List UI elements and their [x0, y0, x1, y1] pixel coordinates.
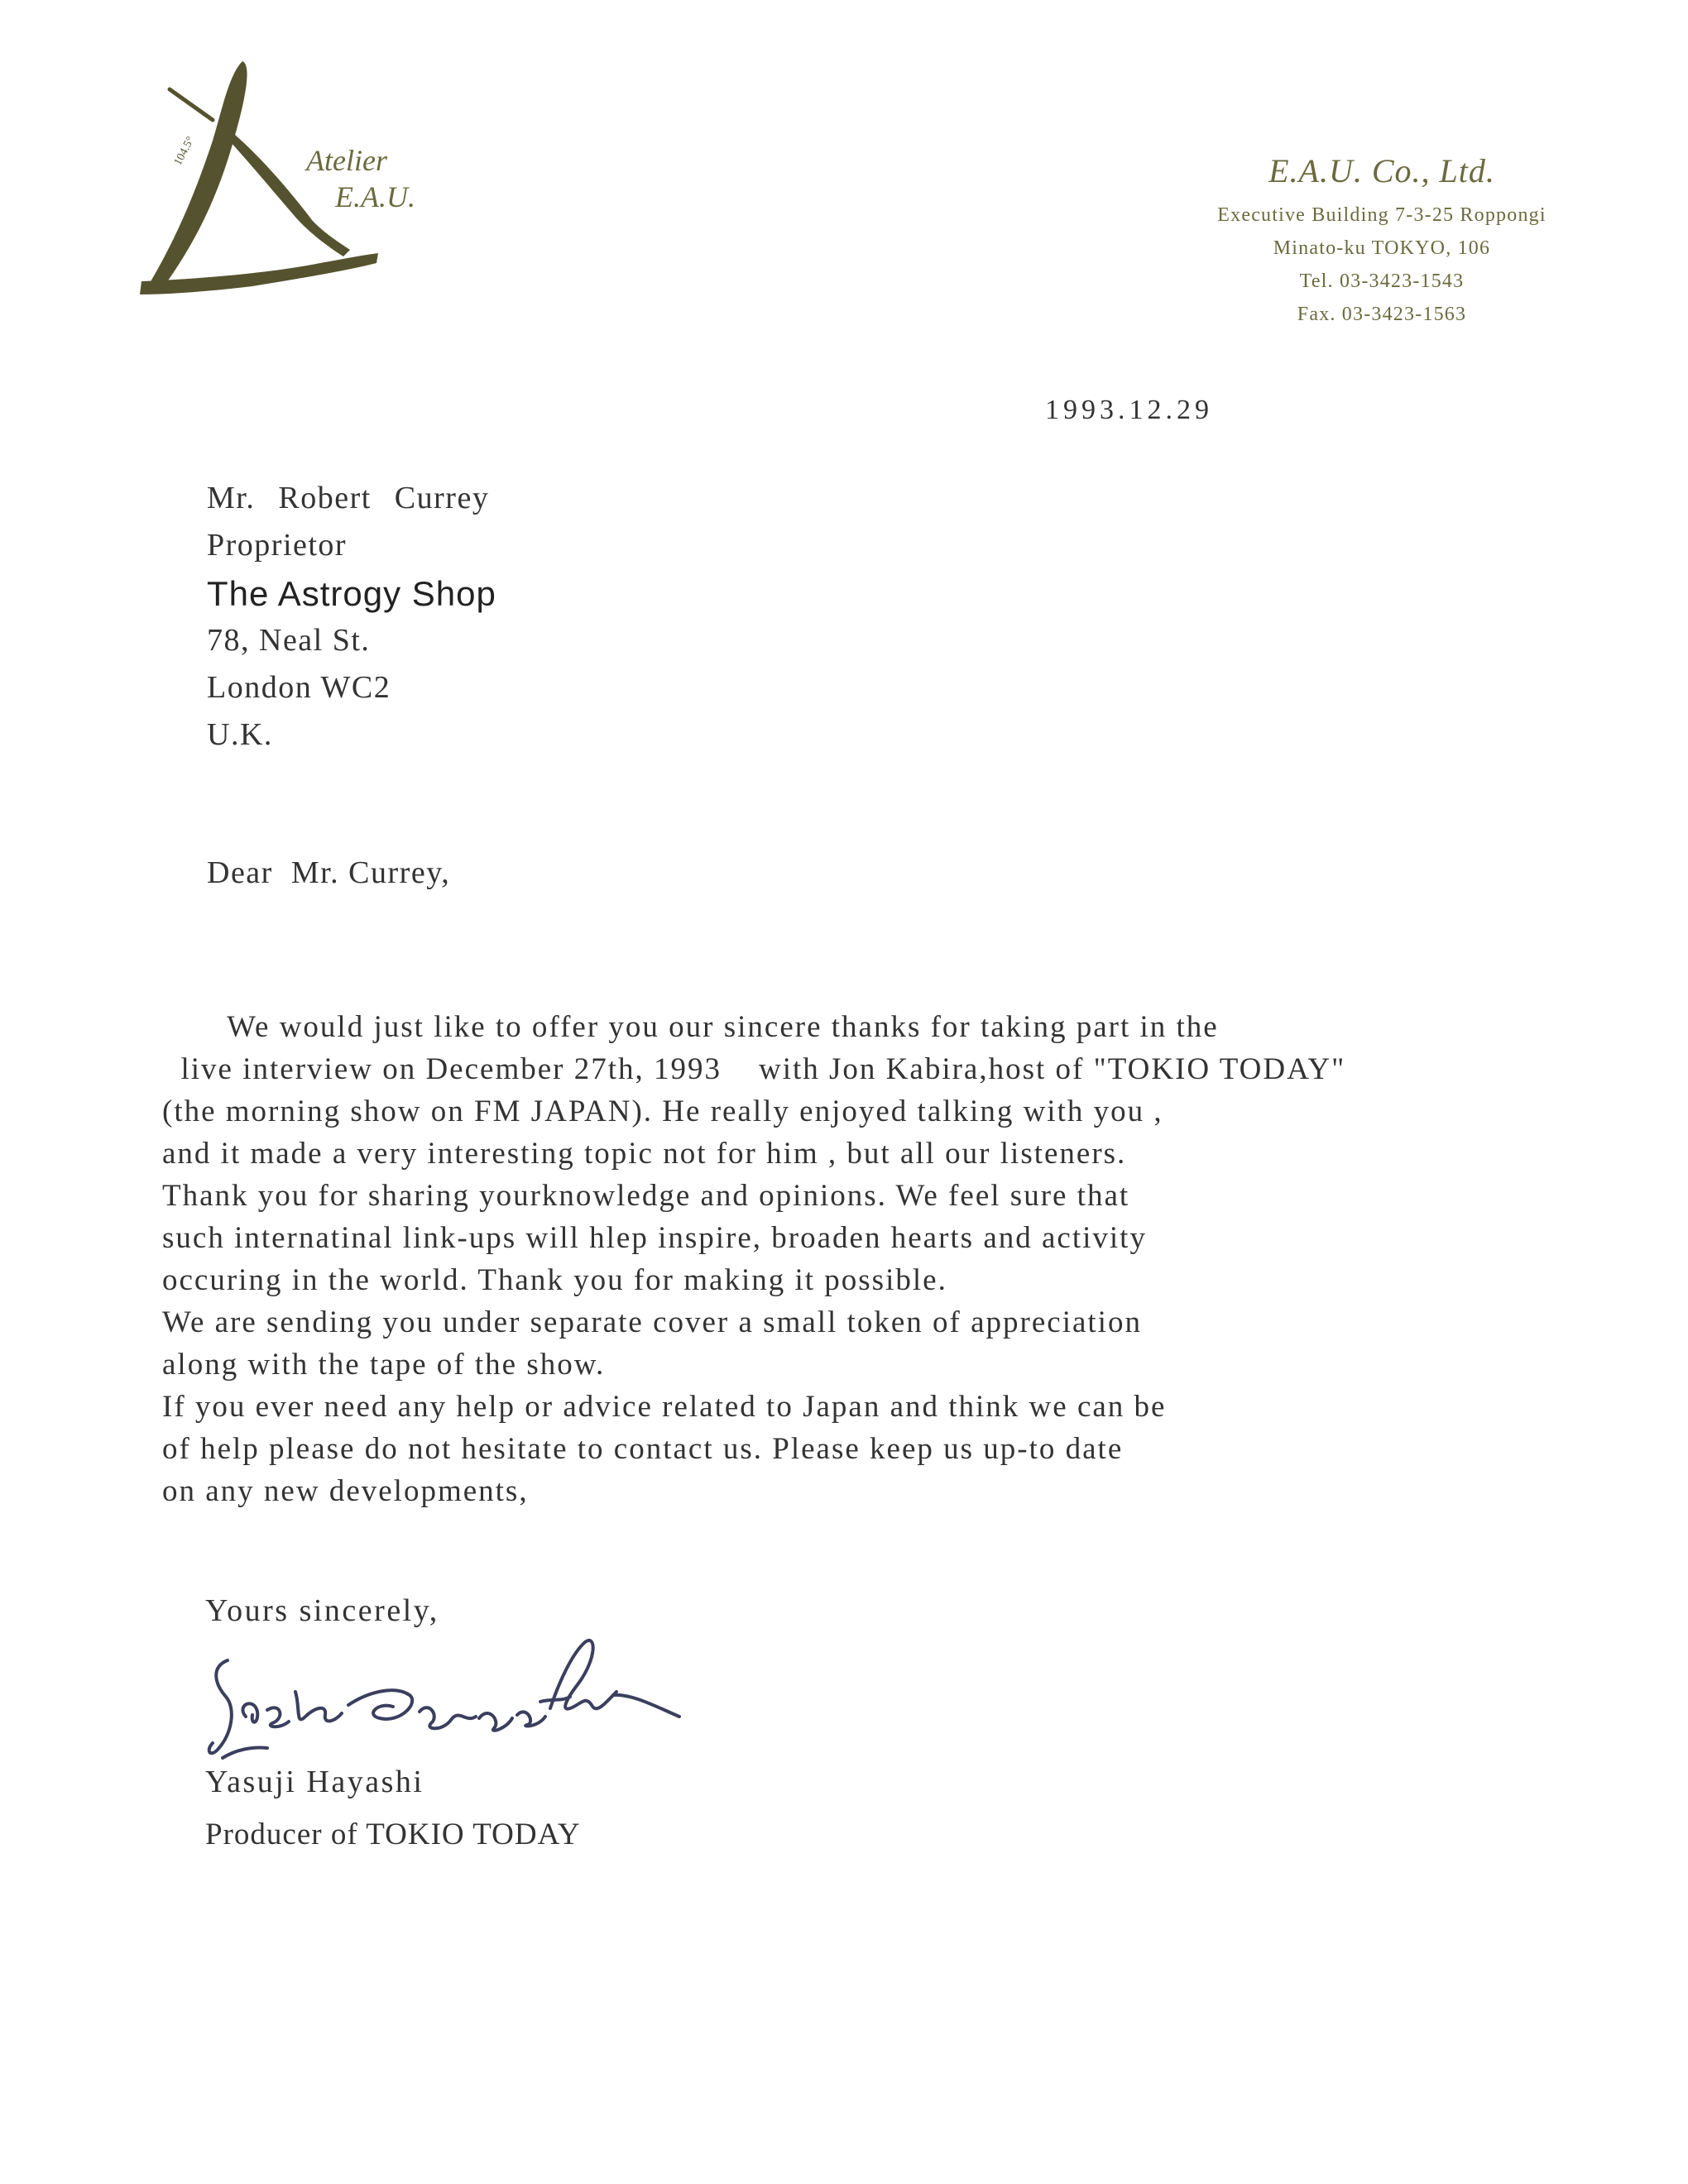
- company-address-line-2: Minato-ku TOKYO, 106: [1273, 237, 1491, 259]
- recipient-position: Proprietor: [207, 528, 348, 563]
- signer-title: Producer of TOKIO TODAY: [205, 1818, 581, 1851]
- recipient-city: London WC2: [207, 670, 391, 705]
- body-line: We would just like to offer you our sincere thanks for taking part in the: [162, 1010, 1219, 1044]
- company-fax: Fax. 03-3423-1563: [1297, 304, 1467, 325]
- recipient-name: [207, 480, 512, 527]
- logo-text-eau: E.A.U.: [335, 180, 415, 213]
- body-line: of help please do not hesitate to contact us. Please keep us up-to date: [162, 1432, 1124, 1466]
- company-name: E.A.U. Co., Ltd.: [1268, 152, 1495, 189]
- body-line: If you ever need any help or advice related to Japan and think we can be: [162, 1390, 1167, 1424]
- letter-body: [162, 1009, 1569, 1516]
- closing: Yours sincerely,: [205, 1593, 439, 1628]
- recipient-address-block: [207, 480, 512, 764]
- body-line: live interview on December 27th, 1993 with Jon Kabira,host of "TOKIO TODAY": [162, 1052, 1346, 1086]
- body-line: We are sending you under separate cover a small token of appreciation: [162, 1305, 1142, 1339]
- body-line: and it made a very interesting topic not for him , but all our listeners.: [162, 1137, 1127, 1171]
- company-letterhead: [1150, 151, 1614, 331]
- logo-degree-label: 104.5°: [171, 134, 198, 168]
- handwritten-signature: [203, 1626, 683, 1766]
- logo-text-atelier: Atelier: [306, 144, 387, 177]
- body-line: Thank you for sharing yourknowledge and opinions. We feel sure that: [162, 1179, 1130, 1213]
- signer-block: [205, 1764, 581, 1852]
- body-line: occuring in the world. Thank you for making it possible.: [162, 1263, 947, 1297]
- company-tel: Tel. 03-3423-1543: [1299, 271, 1465, 292]
- company-address-line-1: Executive Building 7-3-25 Roppongi: [1217, 204, 1547, 226]
- body-line: such internatinal link-ups will hlep inspire, broaden hearts and activity: [162, 1221, 1147, 1255]
- body-line: (the morning show on FM JAPAN). He really enjoyed talking with you ,: [162, 1094, 1163, 1128]
- body-line: along with the tape of the show.: [162, 1348, 606, 1382]
- signature-scribble-icon: [203, 1626, 683, 1766]
- triangle-logo-icon: [137, 58, 468, 306]
- recipient-shop: The Astrogy Shop: [207, 574, 496, 613]
- recipient-country: U.K.: [207, 717, 273, 752]
- body-line: on any new developments,: [162, 1474, 529, 1508]
- atelier-logo: [137, 58, 468, 306]
- letter-date: 1993.12.29: [1045, 395, 1213, 425]
- recipient-last-name: Currey: [394, 481, 490, 515]
- signer-name: Yasuji Hayashi: [205, 1765, 424, 1799]
- recipient-title: Mr.: [207, 481, 256, 515]
- recipient-street: 78, Neal St.: [207, 623, 371, 658]
- recipient-first-name: Robert: [278, 481, 372, 515]
- salutation: Dear Mr. Currey,: [207, 855, 451, 890]
